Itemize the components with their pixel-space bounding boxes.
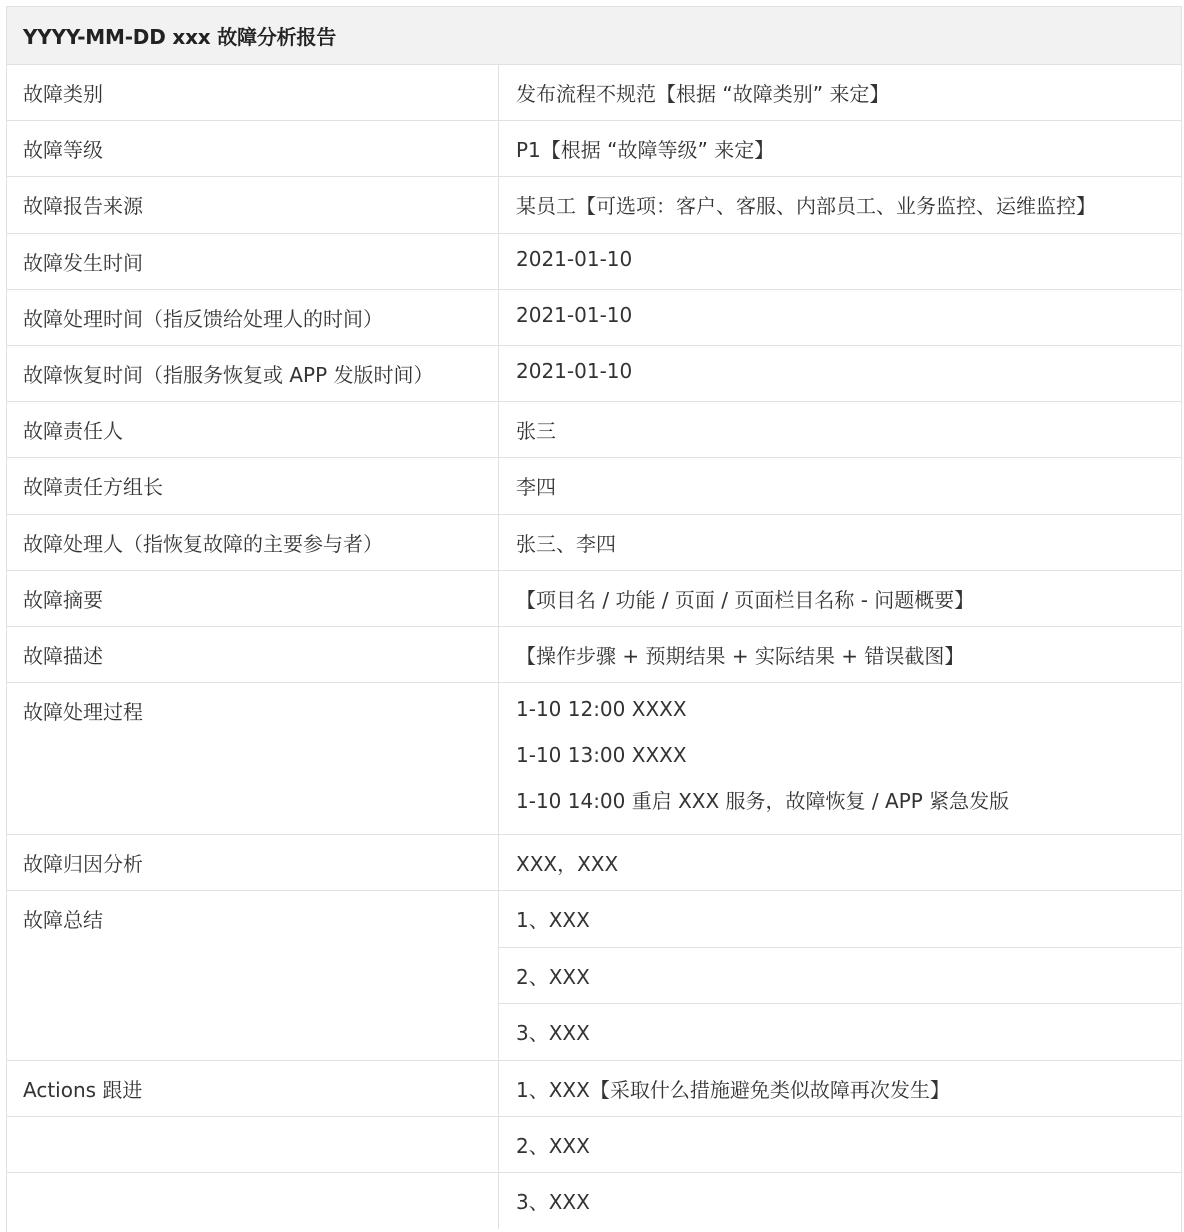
- table-row: [7, 627, 1181, 683]
- attribution-value: XXX，XXX: [516, 852, 619, 876]
- table-row: [7, 571, 1181, 627]
- process-row: [7, 683, 1181, 835]
- action-item: 3、XXX: [516, 1190, 590, 1214]
- actions-row: [7, 1117, 1181, 1173]
- table-row: [7, 234, 1181, 290]
- row-value: 2021-01-10: [516, 359, 633, 383]
- process-step: 1-10 14:00 重启 XXX 服务，故障恢复 / APP 紧急发版: [516, 789, 1010, 813]
- incident-report-table: [6, 6, 1182, 1232]
- row-label: 故障类别: [7, 65, 499, 120]
- row-value: 【操作步骤 + 预期结果 + 实际结果 + 错误截图】: [516, 644, 965, 668]
- table-row: [7, 290, 1181, 346]
- table-row: [7, 177, 1181, 234]
- summary-item: 2、XXX: [499, 948, 1181, 1004]
- process-step: 1-10 13:00 XXXX: [516, 743, 687, 767]
- row-label: 故障等级: [7, 121, 499, 176]
- report-title: YYYY-MM-DD xxx 故障分析报告: [23, 25, 337, 49]
- process-label: 故障处理过程: [7, 683, 499, 834]
- row-label: 故障处理时间（指反馈给处理人的时间）: [7, 290, 499, 345]
- row-value: 2021-01-10: [516, 247, 633, 271]
- action-item: 2、XXX: [516, 1134, 590, 1158]
- row-label: 故障摘要: [7, 571, 499, 626]
- row-value: 张三: [516, 419, 556, 443]
- row-value: P1【根据 “故障等级” 来定】: [516, 138, 775, 162]
- table-row: [7, 121, 1181, 177]
- attribution-row: [7, 835, 1181, 891]
- row-label: 故障处理人（指恢复故障的主要参与者）: [7, 515, 499, 570]
- row-value: 发布流程不规范【根据 “故障类别” 来定】: [516, 82, 890, 106]
- attribution-label: 故障归因分析: [7, 835, 499, 890]
- actions-row: [7, 1173, 1181, 1229]
- row-label: 故障报告来源: [7, 177, 499, 233]
- table-row: [7, 346, 1181, 402]
- row-label: 故障发生时间: [7, 234, 499, 289]
- actions-label: Actions 跟进: [7, 1061, 499, 1116]
- report-header: [7, 7, 1181, 65]
- summary-label: 故障总结: [7, 891, 499, 1060]
- row-value: 2021-01-10: [516, 303, 633, 327]
- table-row: [7, 458, 1181, 515]
- row-label: 故障责任人: [7, 402, 499, 457]
- actions-label-empty: [7, 1173, 499, 1229]
- actions-row: [7, 1061, 1181, 1117]
- summary-row: [7, 891, 1181, 1061]
- table-row: [7, 515, 1181, 571]
- summary-item: 1、XXX: [499, 891, 1181, 948]
- row-value: 李四: [516, 475, 556, 499]
- row-value: 某员工【可选项：客户、客服、内部员工、业务监控、运维监控】: [516, 194, 1096, 218]
- row-label: 故障恢复时间（指服务恢复或 APP 发版时间）: [7, 346, 499, 401]
- table-row: [7, 402, 1181, 458]
- summary-items: [499, 891, 1181, 1060]
- row-value: 张三、李四: [516, 532, 616, 556]
- row-label: 故障描述: [7, 627, 499, 682]
- row-label: 故障责任方组长: [7, 458, 499, 514]
- actions-label-empty: [7, 1117, 499, 1172]
- row-value: 【项目名 / 功能 / 页面 / 页面栏目名称 - 问题概要】: [516, 588, 975, 612]
- summary-item: 3、XXX: [516, 1021, 590, 1045]
- process-step: 1-10 12:00 XXXX: [516, 697, 687, 721]
- process-steps: [499, 683, 1181, 834]
- action-item: 1、XXX【采取什么措施避免类似故障再次发生】: [516, 1078, 950, 1102]
- table-row: [7, 65, 1181, 121]
